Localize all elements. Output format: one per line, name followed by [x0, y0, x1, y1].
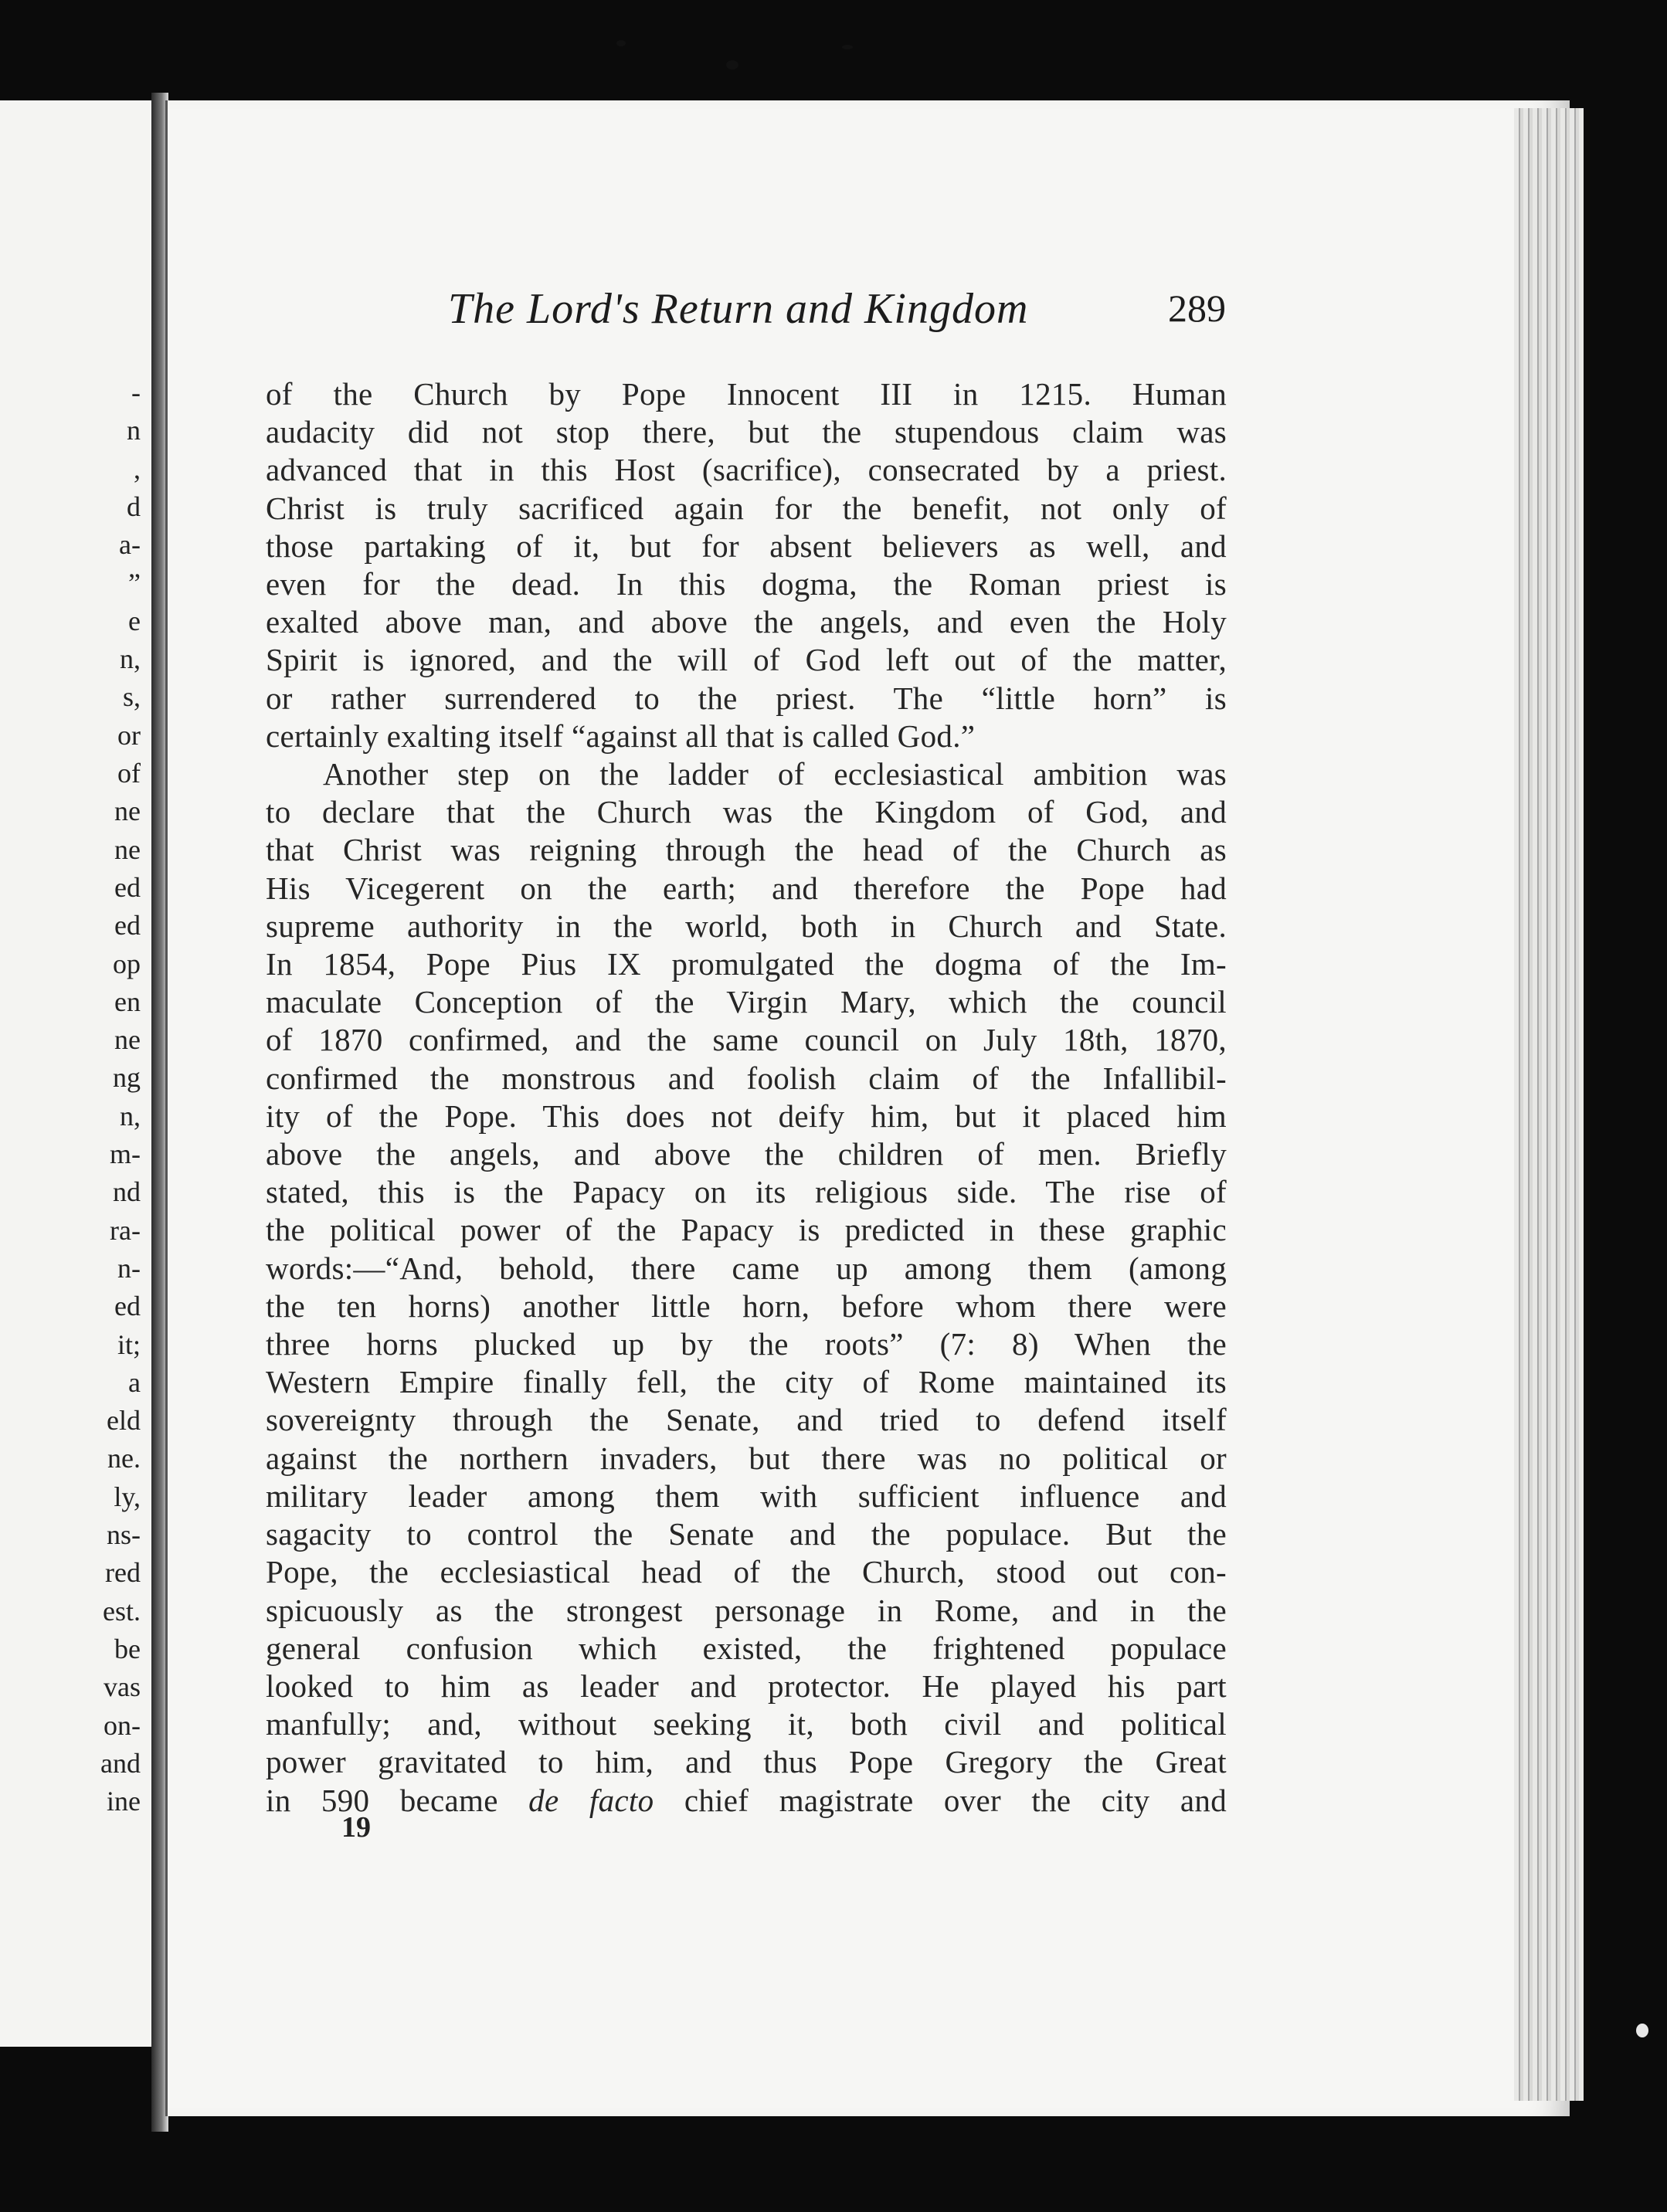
text-line: power gravitated to him, and thus Pope Gregory the Great — [266, 1744, 1227, 1780]
facing-line-fragment: s, — [122, 681, 141, 713]
text-line: confirmed the monstrous and foolish claim of the Infallibil- — [266, 1060, 1227, 1096]
text-line: His Vicegerent on the earth; and therefore the Pope had — [266, 870, 1227, 906]
facing-line-fragment: ne — [114, 1024, 141, 1056]
text-line: certainly exalting itself “against all that is called God.” — [266, 718, 976, 754]
text-line: supreme authority in the world, both in Church and State. — [266, 908, 1227, 944]
facing-line-fragment: or — [117, 719, 141, 751]
dust-speck — [616, 40, 626, 46]
facing-line-fragment: , — [134, 453, 141, 484]
text-line: Pope, the ecclesiastical head of the Church, stood out con- — [266, 1554, 1227, 1590]
facing-page-left — [0, 100, 156, 2047]
facing-line-fragment: ne — [114, 796, 141, 827]
facing-line-fragment: n, — [120, 643, 141, 675]
page-edges — [1514, 108, 1584, 2101]
facing-line-fragment: ne. — [107, 1443, 141, 1474]
facing-line-fragment: d — [127, 490, 141, 522]
text-line: In 1854, Pope Pius IX promulgated the dogma of the Im- — [266, 946, 1227, 982]
text-line: spicuously as the strongest personage in Rome, and in the — [266, 1592, 1227, 1628]
facing-line-fragment: - — [131, 377, 141, 408]
running-head: The Lord's Return and Kingdom — [448, 285, 1029, 333]
text-line: that Christ was reigning through the head of the Church as — [266, 832, 1227, 868]
text-line: manfully; and, without seeking it, both civil and political — [266, 1706, 1227, 1742]
page-number: 289 — [1168, 287, 1226, 330]
text-line: above the angels, and above the children of men. Briefly — [266, 1136, 1227, 1172]
facing-line-fragment: en — [114, 986, 141, 1017]
facing-line-fragment: it; — [117, 1328, 141, 1360]
text-line: general confusion which existed, the frightened populace — [266, 1630, 1227, 1666]
text-line: three horns plucked up by the roots” (7: 8) When the — [266, 1326, 1227, 1362]
text-line: maculate Conception of the Virgin Mary, which the council — [266, 984, 1227, 1020]
text-line: even for the dead. In this dogma, the Roman priest is — [266, 566, 1227, 602]
facing-line-fragment: ne — [114, 833, 141, 865]
facing-line-fragment: of — [117, 758, 141, 789]
text-line: Christ is truly sacrificed again for the benefit, not only of — [266, 490, 1227, 526]
facing-line-fragment: ng — [113, 1062, 141, 1094]
text-line: advanced that in this Host (sacrifice), consecrated by a priest. — [266, 452, 1227, 488]
text-line: audacity did not stop there, but the stupendous claim was — [266, 414, 1227, 450]
text-line: sagacity to control the Senate and the populace. But the — [266, 1516, 1227, 1552]
facing-line-fragment: est. — [103, 1595, 141, 1627]
text-line: stated, this is the Papacy on its religious side. The rise of — [266, 1174, 1227, 1210]
facing-line-fragment: be — [114, 1633, 141, 1664]
facing-line-fragment: n, — [120, 1100, 141, 1131]
facing-line-fragment: m- — [110, 1138, 141, 1169]
text-line: military leader among them with sufficient influence and — [266, 1477, 1227, 1514]
facing-line-fragment: ed — [114, 910, 141, 941]
text-line: Another step on the ladder of ecclesiastical ambition was — [323, 756, 1227, 792]
facing-line-fragment: ed — [114, 871, 141, 903]
dust-speck — [1636, 2024, 1648, 2037]
text-line: or rather surrendered to the priest. The “little horn” is — [266, 680, 1227, 716]
text-line: words:—“And, behold, there came up among them (among — [266, 1250, 1227, 1286]
facing-line-fragment: ns- — [107, 1519, 141, 1550]
facing-line-fragment: ed — [114, 1291, 141, 1322]
text-line: sovereignty through the Senate, and tried to defend itself — [266, 1402, 1227, 1438]
facing-line-fragment: ine — [107, 1786, 141, 1817]
text-line: Western Empire finally fell, the city of Rome maintained its — [266, 1364, 1227, 1400]
facing-line-fragment: n- — [117, 1252, 141, 1284]
text-line: exalted above man, and above the angels, and even the Holy — [266, 604, 1227, 640]
text-line: of the Church by Pope Innocent III in 1215. Human — [266, 376, 1227, 412]
facing-line-fragment: red — [105, 1557, 141, 1589]
facing-line-fragment: ly, — [114, 1481, 141, 1512]
facing-line-fragment: eld — [107, 1405, 141, 1437]
facing-line-fragment: e — [128, 605, 141, 636]
facing-line-fragment: a — [128, 1366, 141, 1398]
facing-line-fragment: and — [100, 1747, 141, 1779]
text-line: ity of the Pope. This does not deify him, but it placed him — [266, 1098, 1227, 1134]
signature-mark: 19 — [341, 1811, 371, 1844]
text-line: Spirit is ignored, and the will of God left out of the matter, — [266, 642, 1227, 678]
text-line: looked to him as leader and protector. He played his part — [266, 1667, 1227, 1704]
facing-line-fragment: op — [113, 948, 141, 979]
text-line: the ten horns) another little horn, before whom there were — [266, 1288, 1227, 1324]
dust-speck — [842, 45, 853, 49]
facing-line-fragment: nd — [113, 1176, 141, 1208]
facing-line-fragment: ” — [128, 567, 141, 599]
text-line: those partaking of it, but for absent believers as well, and — [266, 528, 1227, 564]
text-line: the political power of the Papacy is predicted in these graphic — [266, 1212, 1227, 1248]
facing-line-fragment: vas — [104, 1671, 141, 1703]
body-text — [266, 375, 1227, 1820]
text-line: to declare that the Church was the Kingdom of God, and — [266, 794, 1227, 830]
facing-line-fragment: on- — [104, 1709, 141, 1741]
facing-line-fragment: a- — [119, 529, 141, 561]
text-line: in 590 became de facto chief magistrate over the city and — [266, 1782, 1227, 1818]
text-line: against the northern invaders, but there was no political or — [266, 1440, 1227, 1476]
facing-line-fragment: ra- — [110, 1214, 141, 1246]
dust-speck — [726, 60, 738, 70]
text-line: of 1870 confirmed, and the same council on July 18th, 1870, — [266, 1022, 1227, 1058]
facing-line-fragment: n — [127, 415, 141, 446]
